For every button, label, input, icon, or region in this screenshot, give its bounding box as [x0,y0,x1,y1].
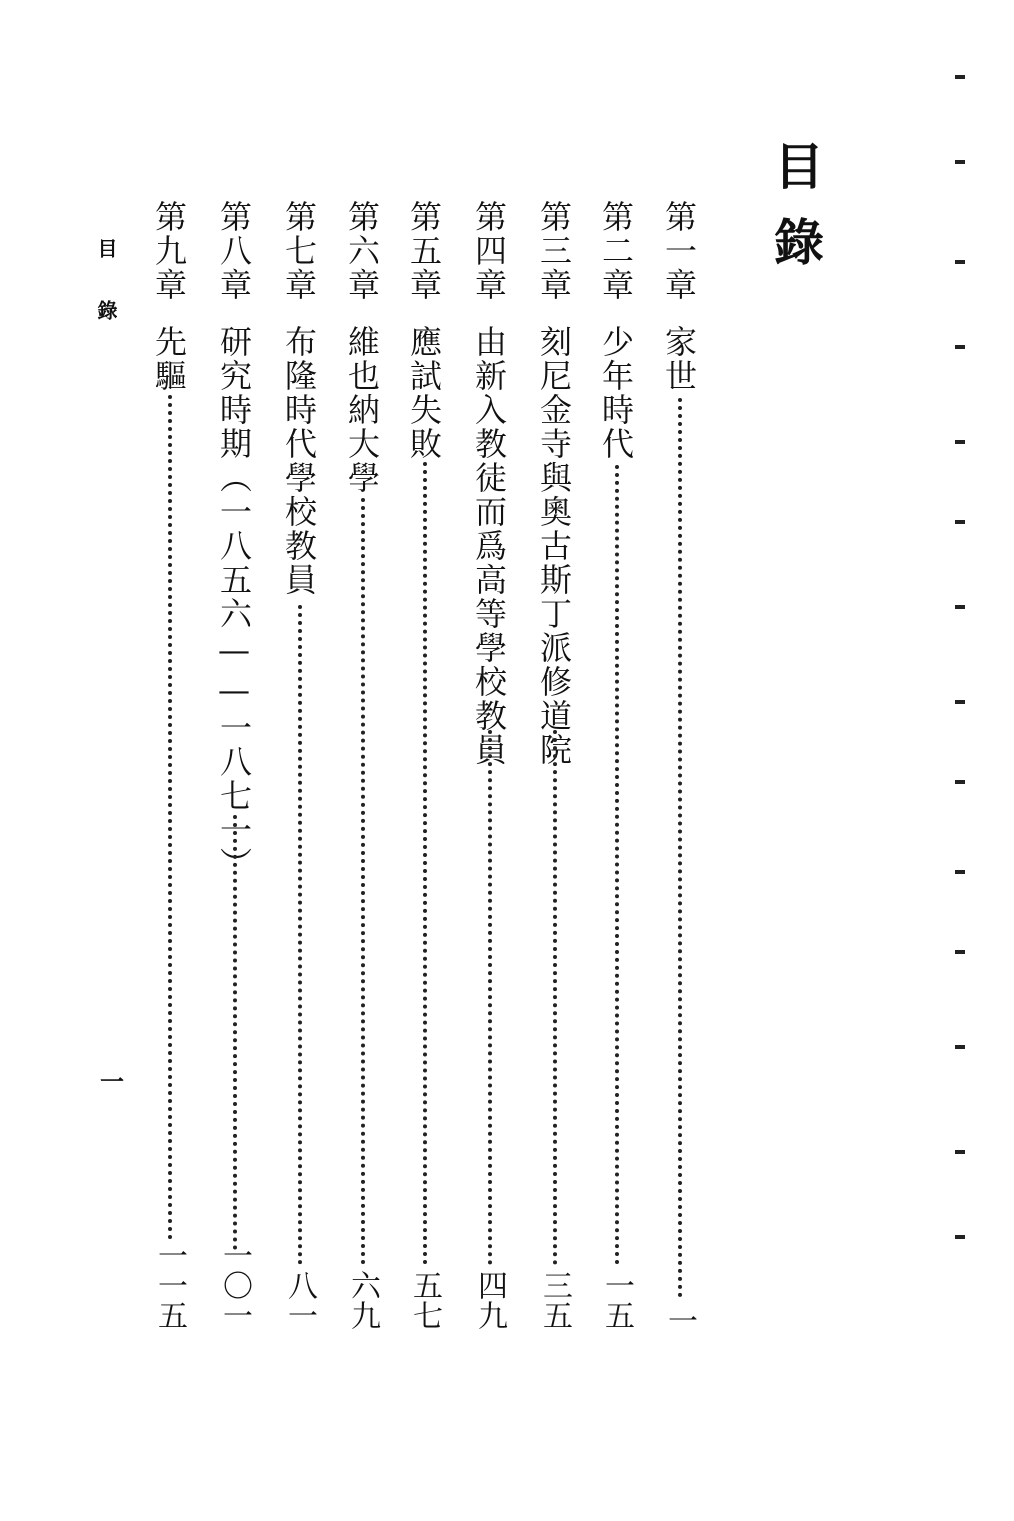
dot-leader [615,465,619,1265]
page-number: 一 [662,1305,697,1335]
toc-entry[interactable] [597,200,637,1340]
page-number: 五七 [407,1270,442,1330]
chapter-title: 少年時代 [597,325,635,461]
chapter-title: 家世 [660,325,698,393]
dot-leader [488,730,492,1265]
chapter-number: 第四章 [470,200,508,302]
toc-entry[interactable] [535,200,575,1340]
dot-leader [678,398,682,1298]
chapter-title: 由新入教徒而爲高等學校教員 [470,325,508,767]
page-number: 三五 [537,1270,572,1330]
page-number: 一五 [599,1270,634,1330]
page-number: 四九 [472,1270,507,1330]
page-title: 目錄 [766,140,825,292]
toc-entry[interactable] [215,200,255,1340]
toc-entry[interactable] [280,200,320,1340]
chapter-title: 刻尼金寺與奧古斯丁派修道院 [535,325,573,767]
dot-leader [423,462,427,1265]
chapter-title: 布隆時代學校教員 [280,325,318,597]
chapter-number: 第三章 [535,200,573,302]
toc-entry[interactable] [150,200,190,1340]
toc-entry[interactable] [343,200,383,1340]
chapter-title: 維也納大學 [343,325,381,495]
chapter-title: 研究時期（一八五六——一八七一） [215,325,253,881]
page-number: 一一五 [152,1240,187,1330]
page-number: 八一 [282,1270,317,1330]
dot-leader [168,395,172,1240]
page-number: 一〇一 [217,1240,252,1330]
dot-leader [361,498,365,1265]
chapter-title: 應試失敗 [405,325,443,461]
chapter-title: 先驅 [150,325,188,393]
dot-leader [298,605,302,1265]
chapter-number: 第七章 [280,200,318,302]
toc-entry[interactable] [470,200,510,1340]
dot-leader [233,815,237,1250]
toc-entry[interactable] [660,200,700,1340]
dot-leader [553,730,557,1265]
chapter-number: 第一章 [660,200,698,302]
chapter-number: 第二章 [597,200,635,302]
chapter-number: 第五章 [405,200,443,302]
chapter-number: 第九章 [150,200,188,302]
page-number: 六九 [345,1270,380,1330]
folio-page-number: 一 [100,1067,124,1096]
chapter-number: 第六章 [343,200,381,302]
running-head: 目錄 [94,238,118,362]
chapter-number: 第八章 [215,200,253,302]
toc-entry[interactable] [405,200,445,1340]
